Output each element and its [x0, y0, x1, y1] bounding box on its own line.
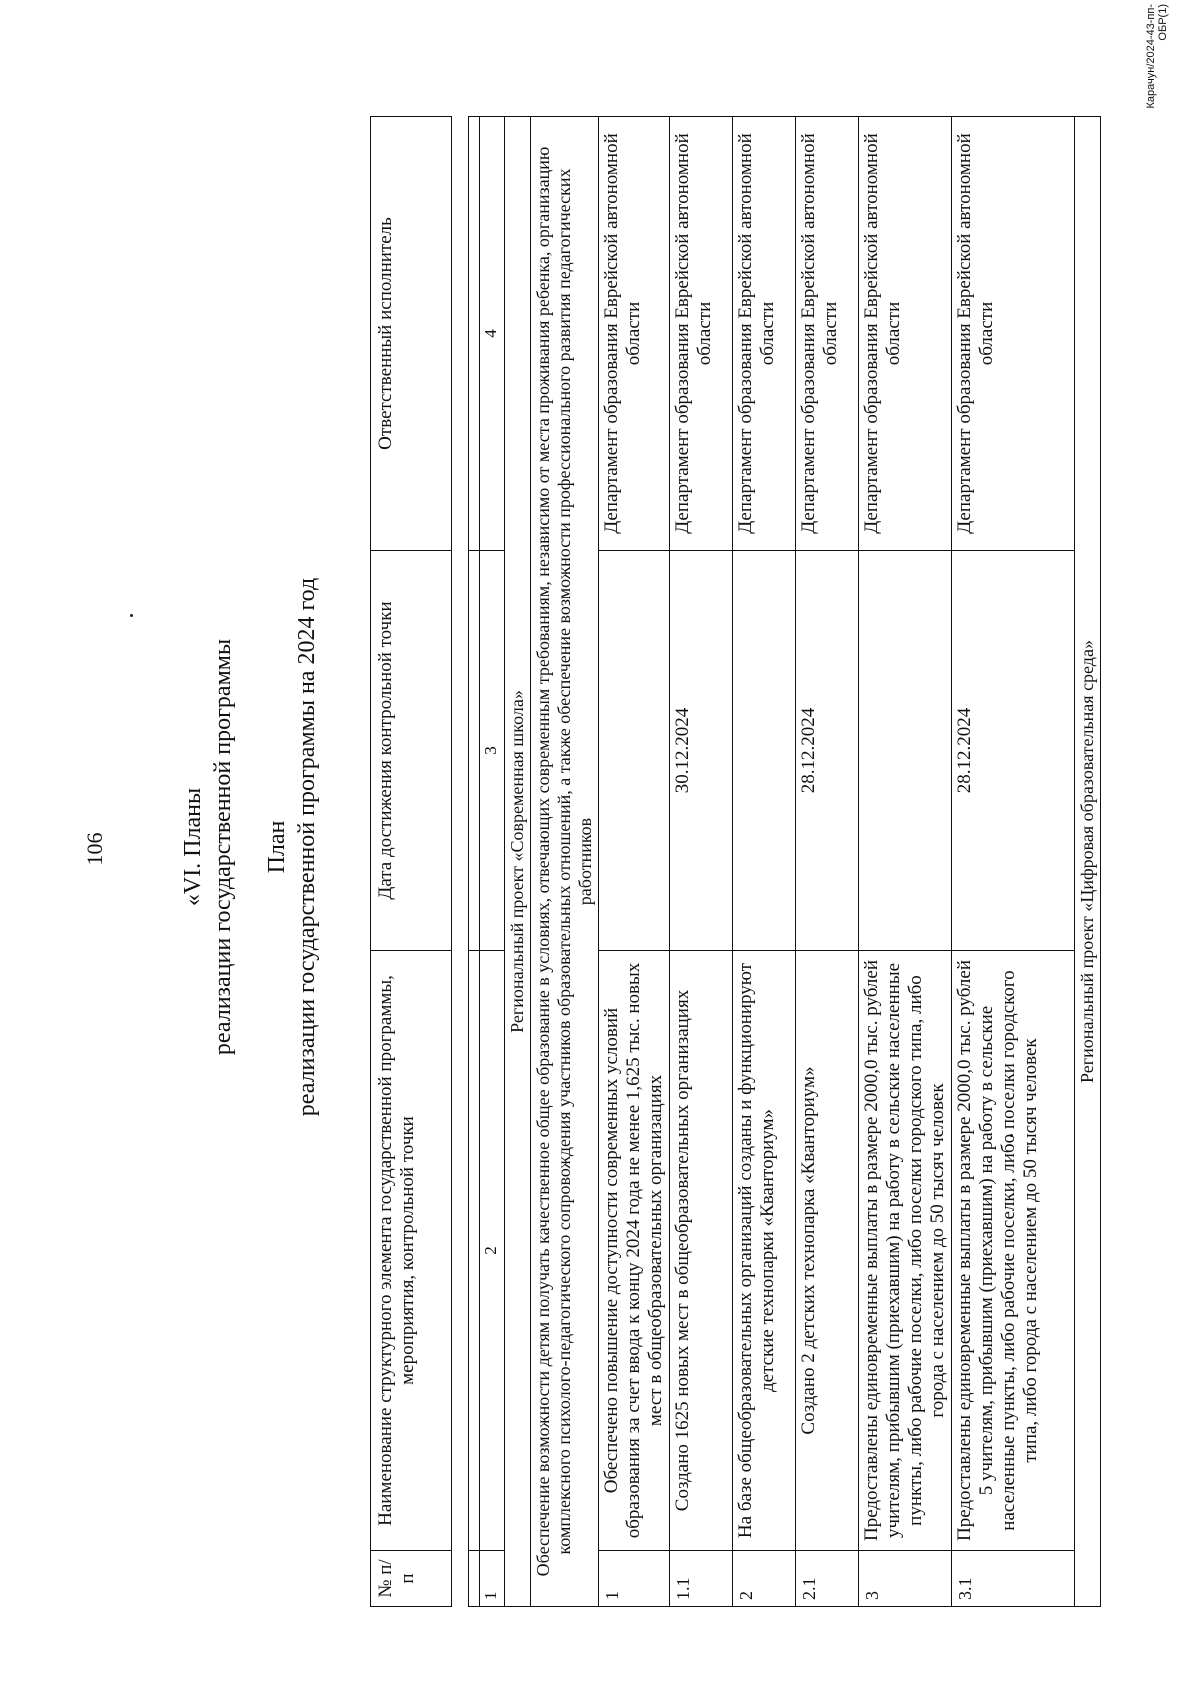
row-name: Создано 2 детских технопарка «Кванториум» [796, 951, 859, 1551]
column-number: 3 [480, 551, 505, 951]
page-number: 106 [82, 832, 107, 866]
row-date: 30.12.2024 [670, 551, 733, 951]
row-number: 1.1 [670, 1551, 733, 1607]
section-heading: «VI. Планы [180, 787, 206, 907]
plan-title: План [264, 820, 290, 874]
row-executor: Департамент образования Еврейской автономной области [796, 117, 859, 551]
section-title: Региональный проект «Цифровая образовательная среда» [1075, 117, 1101, 1607]
row-date [859, 551, 952, 951]
row-name: Обеспечено повышение доступности современных условий образования за счет ввода к концу 2024 года не менее 1,625 тыс. новых мест в общеобразовательных организациях [599, 951, 670, 1551]
row-date [599, 551, 670, 951]
row-name: Предоставлены единовременные выплаты в размере 2000,0 тыс. рублей учителям, прибывшим (приехавшим) на работу в сельские населенные пункты, либо рабочие поселки, либо поселки городского типа, либо города с населением до 50 тысяч человек [859, 951, 952, 1551]
document-code: Карачун/2024-43-пп-ОБР(1) [1145, 4, 1169, 109]
plan-table [468, 116, 1101, 1607]
column-number: 1 [480, 1551, 505, 1607]
row-name: Создано 1625 новых мест в общеобразовательных организациях [670, 951, 733, 1551]
row-number: 2.1 [796, 1551, 859, 1607]
row-date: 28.12.2024 [796, 551, 859, 951]
row-number: 1 [599, 1551, 670, 1607]
row-date [733, 551, 796, 951]
section-title-row [1075, 117, 1101, 1607]
row-number: 3 [859, 1551, 952, 1607]
table-row [599, 117, 670, 1607]
row-name: Предоставлены единовременные выплаты в размере 2000,0 тыс. рублей 5 учителям, прибывшим (приехавшим) на работу в сельские населенные пункты, либо рабочие поселки, либо поселки городского типа, либо города с населением до 50 тысяч человек [952, 951, 1075, 1551]
table-row [670, 117, 733, 1607]
row-date: 28.12.2024 [952, 551, 1075, 951]
table-row [952, 117, 1075, 1607]
row-executor: Департамент образования Еврейской автономной области [952, 117, 1075, 551]
column-number: 2 [480, 951, 505, 1551]
header-cell-name: Наименование структурного элемента государственной программы, мероприятия, контрольной точки [371, 951, 452, 1551]
row-executor: Департамент образования Еврейской автономной области [733, 117, 796, 551]
section-title: Региональный проект «Современная школа» [505, 117, 531, 1607]
table-row [796, 117, 859, 1607]
row-executor: Департамент образования Еврейской автономной области [670, 117, 733, 551]
row-number: 2 [733, 1551, 796, 1607]
row-name: На базе общеобразовательных организаций созданы и функционируют детские технопарки «Кванториум» [733, 951, 796, 1551]
header-cell-num: № п/п [371, 1551, 452, 1607]
row-executor: Департамент образования Еврейской автономной области [859, 117, 952, 551]
column-number-row [480, 117, 505, 1607]
goal-text: Обеспечение возможности детям получать качественное общее образование в условиях, отвечающих современным требованиям, независимо от места проживания ребенка, организацию комплексного психолого-педагогического сопровождения участников образовательных отношений, а также обеспечение возможности профессионального развития педагогических работников [531, 117, 599, 1607]
header-table [370, 116, 452, 1607]
row-number: 3.1 [952, 1551, 1075, 1607]
section-subheading: реализации государственной программы [210, 638, 236, 1056]
column-number: 4 [480, 117, 505, 551]
header-cell-date: Дата достижения контрольной точки [371, 551, 452, 951]
table-row [733, 117, 796, 1607]
section-title-row [505, 117, 531, 1607]
goal-row [531, 117, 599, 1607]
row-executor: Департамент образования Еврейской автономной области [599, 117, 670, 551]
thin-row [469, 117, 480, 1607]
plan-subtitle: реализации государственной программы на 2024 год [294, 577, 320, 1117]
scan-speck [130, 614, 133, 617]
table-row [859, 117, 952, 1607]
header-row [371, 117, 452, 1607]
header-cell-executor: Ответственный исполнитель [371, 117, 452, 551]
